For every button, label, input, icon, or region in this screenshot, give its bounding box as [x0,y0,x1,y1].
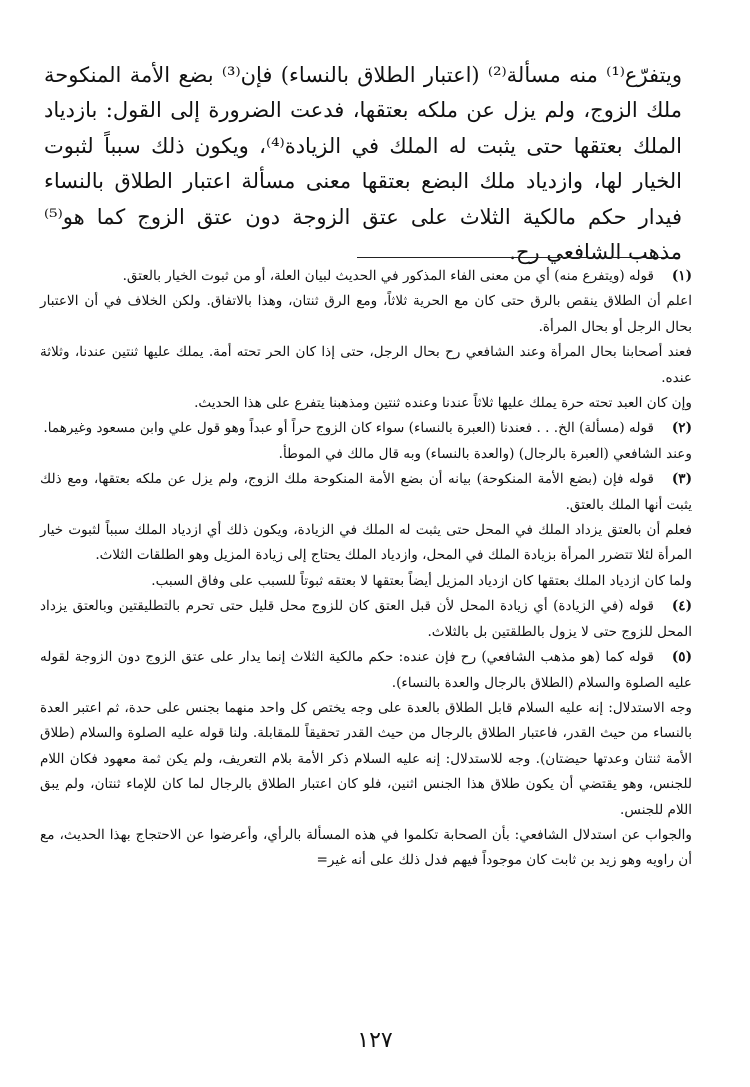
footnotes [40,264,692,874]
footnote-text: قوله كما (هو مذهب الشافعي) رح فإن عنده: حكم مالكية الثلاث إنما يدار على عتق الزوج دون الزوجة لقوله عليه الصلوة والسلام (الطلاق بالرجال والعدة بالنساء). [40,649,692,691]
page-number: ١٢٧ [357,1028,393,1053]
footnote-paragraph [40,594,692,645]
footnote-text: قوله (ويتفرع منه) أي من معنى الفاء المذكور في الحديث لبيان العلة، أو من ثبوت الخيار بالعتق. [122,268,654,284]
footnote-number: (٢) [671,420,692,437]
footnote-paragraph: وإن كان العبد تحته حرة يملك عليها ثلاثاً عندنا وعنده ثنتين ومذهبنا يتفرع على هذا الحديث. [194,395,692,412]
footnote-number: (١) [671,268,692,284]
footnote-text: قوله (مسألة) الخ. . . فعندنا (العبرة بالنساء) سواء كان الزوج حراً أو عبداً وهو قول علي وابن مسعود وغيرهما. [43,420,654,437]
footnote-paragraph: اعلم أن الطلاق ينقص بالرق حتى كان مع الحرية ثلاثاً، ومع الرق ثنتان، وهذا بالاتفاق. ولكن الخلاف في أن الاعتبار بحال الرجل أو بحال المرأة. [40,293,692,335]
main-paragraph: ويتفرّع⁽¹⁾ منه مسألة⁽²⁾ (اعتبار الطلاق بالنساء) فإن⁽³⁾ بضع الأمة المنكوحة ملك الزوج، ولم يزل عن ملكه بعتقها، فدعت الضرورة إلى القول: بازدياد الملك بعتقها حتى يثبت له الملك في الزيادة⁽⁴⁾، ويكون ذلك سبباً لثبوت الخيار لها، وازدياد ملك البضع بعتقها معنى مسألة اعتبار الطلاق بالنساء فيدار حكم مالكية الثلاث على عتق الزوجة دون عتق الزوج كما هو⁽⁵⁾ مذهب الشافعي رح. [44,63,683,265]
footnote-5 [40,645,692,874]
footnote-paragraph [40,264,692,289]
footnote-paragraph: ولما كان ازدياد الملك بعتقها كان ازدياد المزيل أيضاً بعتقها لا بعتقه ثبوتاً للسبب على وفاق السبب. [151,572,692,589]
footnote-number: (٤) [671,598,692,615]
footnote-paragraph [40,645,692,696]
footnote-paragraph: فعلم أن بالعتق يزداد الملك في المحل حتى يثبت له الملك في الزيادة، ويكون ذلك أي ازدياد الملك سبباً لثبوت خيار المرأة لئلا تتضرر المرأة بزيادة الملك في المحل، وازدياد الملك يحتاج إلى زيادة المزيل وهو الطلقات الثلاث. [40,522,692,564]
footnote-number: (٥) [671,649,692,666]
footnote-paragraph: وجه الاستدلال: إنه عليه السلام قابل الطلاق بالعدة على وجه يختص كل واحد منهما بجنس على حدة، ثم اعتبر العدة بالنساء من حيث القدر، فاعتبار الطلاق بالرجال من حيث القدر تحقيقاً للمقابلة. ولنا قوله عليه الصلوة والسلام (طلاق الأمة ثنتان وعدتها حيضتان). وجه للاستدلال: إنه عليه السلام ذكر الأمة بلام التعريف، ولم يكن ثمة معهود فكان اللام للجنس، وهو يقتضي أن يكون طلاق هذا الجنس اثنين، فلو كان اعتبار الطلاق بالرجال لما كان للإماء ثنتان، ولم يبق اللام للجنس. [40,699,692,818]
footnote-paragraph [40,416,692,441]
footnote-3 [40,467,692,594]
footnote-1 [40,264,692,416]
footnote-4 [40,594,692,645]
footnote-paragraph [40,467,692,518]
footnote-text: قوله فإن (بضع الأمة المنكوحة) بيانه أن بضع الأمة المنكوحة ملك الزوج، ولم يزل عن ملكه بعتقها، ومع ذلك يثبت أنها الملك بالعتق. [40,471,692,513]
footnote-number: (٣) [671,471,692,488]
footnote-paragraph: وعند الشافعي (العبرة بالرجال) (والعدة بالنساء) وبه قال مالك في الموطأ. [278,445,692,462]
footnote-paragraph: والجواب عن استدلال الشافعي: بأن الصحابة تكلموا في هذه المسألة بالرأي، وأعرضوا عن الاحتجاج بهذا الحديث، مع أن راويه وهو زيد بن ثابت كان موجوداً فيهم فدل ذلك على أنه غير= [40,826,692,869]
footnote-text: قوله (في الزيادة) أي زيادة المحل لأن قبل العتق كان للزوج محل قليل حتى تحرم بالتطليقتين وبالعتق يزداد المحل للزوج حتى لا يزول بالطلقتين بل بالثلاث. [40,598,692,640]
footnote-paragraph: فعند أصحابنا بحال المرأة وعند الشافعي رح بحال الرجل، حتى إذا كان الحر تحته أمة. يملك عليها ثنتين عندنا، وثلاثة عنده. [40,344,692,386]
main-text [44,58,682,270]
footnote-divider [357,257,679,258]
footnote-2 [40,416,692,467]
